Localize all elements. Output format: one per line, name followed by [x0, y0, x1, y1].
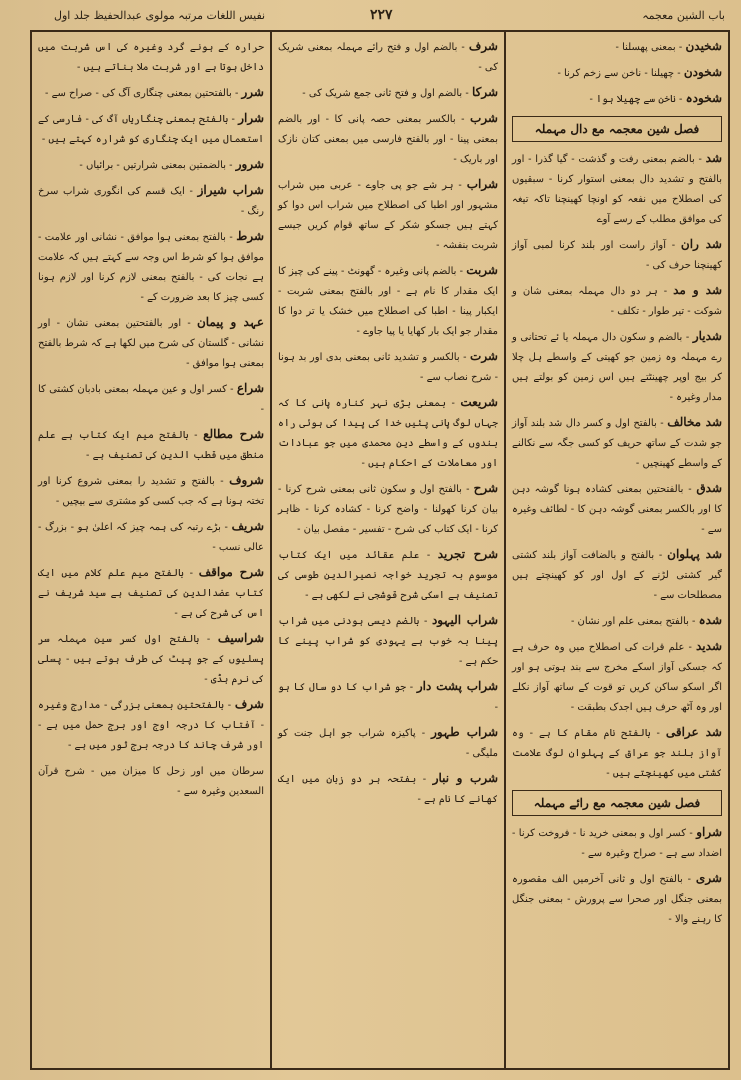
headword: شربت: [466, 263, 498, 277]
definition: - آواز راست اور بلند کرنا لمبی آواز کھینچنا حرف کی -: [512, 240, 722, 271]
dictionary-entry: [278, 260, 498, 342]
headword: شدیار: [692, 329, 722, 343]
column-right: [506, 32, 728, 1068]
dictionary-entry: [278, 544, 498, 606]
dictionary-entry: [512, 412, 722, 474]
definition: - بالفتح اول و ثانی آخرمیں الف مقصورہ بمعنی جنگل اور صحرا سے پرورش - بمعنی جنگل کا رہنے والا -: [512, 874, 722, 925]
headword: شری: [695, 871, 722, 885]
definition: - چھیلنا - ناخن سے زخم کرنا -: [557, 68, 681, 79]
definition: - بالضم اول و فتح ثانی جمع شریک کی -: [302, 88, 469, 99]
headword: شرف: [468, 39, 498, 53]
dictionary-entry: [278, 108, 498, 170]
column-left: [32, 32, 270, 1068]
headword: شراب الیہود: [431, 613, 499, 627]
dictionary-entry: [38, 180, 264, 222]
headword: شرور: [235, 157, 264, 171]
definition: - بالکسر و تشدید ثانی بمعنی بدی اور بد ہونا - شرح نصاب سے -: [278, 352, 498, 383]
dictionary-entry: [278, 722, 498, 764]
dictionary-entry: [278, 676, 498, 718]
definition: - اور بالفتحتین بمعنی نشان - اور نشانی - گلستان کی شرح میں لکھا ہے کہ شرط بالفتح بمعنی ہوا موافق -: [38, 318, 264, 369]
headword: شد و مد: [673, 283, 722, 297]
headword: شرت: [470, 349, 498, 363]
definition: - بالفتح نام مقام کا ہے - وہ آواز بلند جو عراق کے پہلوان لوگ علامت کشتی میں کھینچتے ہیں -: [512, 728, 722, 779]
definition: - بالفتح اول و سکون ثانی بمعنی شرح کرنا - بیان کرنا کھولنا - واضح کرنا - کشادہ کرنا - ظاہر کرنا - ایک کتاب کی شرح - تفسیر - مفصل بیان -: [278, 484, 498, 535]
dictionary-entry: [38, 378, 264, 420]
headword: شرار: [238, 111, 264, 125]
definition: - بالفتح اول کسر سین مہملہ سر پسلیوں کے جو پیٹ کی طرف ہوتے ہیں - پسلی کی نرم ہڈی -: [38, 634, 264, 685]
definition: - جو شراب کا دو سال کا ہو -: [278, 682, 498, 713]
dictionary-entry: [38, 628, 264, 690]
dictionary-entry: [278, 478, 498, 540]
definition: - بالضم اول و فتح رائے مہملہ بمعنی شریک کی -: [278, 42, 498, 73]
definition: - بالضمتین بمعنی شرارتیں - برائیاں -: [79, 160, 233, 171]
headword: شد ران: [680, 237, 722, 251]
definition: - بالفتح میم علم کلام میں ایک کتاب عضدالدین کی تصنیف ہے سید شریف نے اس کی شرح کی ہے -: [38, 568, 264, 619]
page-number: ۲۲۷: [370, 7, 393, 23]
headword: شریف: [231, 519, 264, 533]
headword: عہد و پیمان: [196, 315, 264, 329]
headword: شرب و نبار: [432, 771, 498, 785]
dictionary-entry: [38, 562, 264, 624]
headword: شراب شیراز: [197, 183, 264, 197]
headword: شدید: [696, 639, 722, 653]
headword: شرر: [241, 85, 264, 99]
dictionary-entry: [512, 610, 722, 632]
headword: شخودن: [683, 65, 722, 79]
definition: - کسر اول و عین مہملہ بمعنی بادبان کشتی کا -: [38, 384, 264, 415]
dictionary-entry: [278, 82, 498, 104]
headword: شریعت: [460, 395, 498, 409]
dictionary-entry: [512, 822, 722, 864]
dictionary-entry: [38, 226, 264, 308]
definition: - بالفتحتین بمعنی چنگاری آگ کی - صراح سے -: [45, 88, 239, 99]
definition: - بالفتح بمعنی چنگاریاں آگ کی - فارسی کے استعمال میں ایک چنگاری کو شرارہ کہتے ہیں -: [38, 114, 264, 145]
headword: شخیدن: [685, 39, 722, 53]
headword: شدق: [696, 481, 723, 495]
dictionary-entry: [278, 174, 498, 256]
definition: - پاکیزہ شراب جو اہل جنت کو ملیگی -: [278, 728, 498, 759]
dictionary-entry: [38, 470, 264, 512]
dictionary-entry: [512, 62, 722, 84]
definition: - کسر اول و بمعنی خرید نا - فروخت کرنا - اضداد سے ہے - صراح وغیرہ سے -: [512, 828, 722, 859]
headword: شرح تجرید: [437, 547, 499, 561]
headword: شدہ: [698, 613, 722, 627]
definition: - بالفتح و بالضافت آواز بلند کشتی گیر کشتی لڑنے کے اول اور کو کھینچتے ہیں مصطلحات سے -: [512, 550, 722, 601]
section-heading: فصل شین معجمہ مع رائے مہملہ: [512, 790, 722, 816]
dictionary-entry: [278, 768, 498, 810]
dictionary-entry: [38, 36, 264, 78]
headword: شراب: [466, 177, 498, 191]
dictionary-entry: [512, 636, 722, 718]
definition: - بالفتحتین بمعنی بزرگی - مدارج وغیرہ - آفتاب کا درجہ اوج اور برج حمل میں ہے - اور شرف چاند کا درجہ برج ثور میں ہے -: [38, 700, 264, 751]
definition: - بالکسر بمعنی حصہ پانی کا - اور بالضم بمعنی پینا - اور بالفتح فارسی میں بمعنی کتان نازک اور باریک -: [278, 114, 498, 165]
dictionary-entry: [512, 280, 722, 322]
definition: - بالفتح و تشدید را بمعنی شروع کرنا اور تختہ ہونا ہے کہ جب کسی کو مشتری سے بیچیں -: [38, 476, 264, 507]
dictionary-entry: [38, 760, 264, 802]
headword: شخودہ: [685, 91, 722, 105]
definition: - بالضم پانی وغیرہ - گھونٹ - پینے کی چیز کا ایک مقدار کا نام ہے - اور بالفتح بمعنی شربت - ایکبار پینا - اطبا کی اصطلاح میں خشک یا تر دوا کا مقدار جو ایک بار کھایا یا پیا جاوے -: [278, 266, 498, 337]
header-book-title: نفیس اللغات مرتبہ مولوی عبدالحفیظ جلد اول: [54, 9, 266, 22]
dictionary-entry: [38, 694, 264, 756]
headword: شراب پشت دار: [416, 679, 499, 693]
headword: شرکا: [471, 85, 498, 99]
definition: - بالضم و سکون دال مہملہ یا ئے تحتانی و رے مہملہ وہ زمین جو کھیتی کے واسطے ہل چلا کر بیج اوپر چھینٹتے ہیں اس زمین کو بولتے ہیں مدار وغیرہ -: [512, 332, 722, 403]
dictionary-entry: [512, 478, 722, 540]
definition: - بالفتح بمعنی علم اور نشان -: [570, 616, 696, 627]
headword: شرف: [234, 697, 264, 711]
definition: حرارہ کے ہونے گرد وغیرہ کی اس شربت میں داخل ہوتا ہے اور شربت ملا بناتے ہیں -: [38, 42, 264, 73]
header-section-title: باب الشین معجمہ: [642, 9, 725, 22]
dictionary-entry: [512, 148, 722, 230]
column-middle: [272, 32, 504, 1068]
definition: - بالفتح بمعنی ہوا موافق - نشانی اور علامت - موافق ہوا کو شرط اس وجہ سے کہتے ہیں کہ علامت ہے نجات کی - بالفتح بمعنی لازم کرنا اور لازم ہونا کسی چیز کا بعد ضرورت کے -: [38, 232, 264, 303]
definition: - بالفتحتین بمعنی کشادہ ہونا گوشہ دہن کا اور بالکسر بمعنی گوشہ دہن کا - لطائف وغیرہ سے -: [512, 484, 722, 535]
definition: - ایک قسم کی انگوری شراب سرخ رنگ -: [38, 186, 264, 217]
definition: - ہر دو دال مہملہ بمعنی شان و شوکت - تیر طوار - تکلف -: [512, 286, 722, 317]
dictionary-entry: [278, 36, 498, 78]
headword: شد: [705, 151, 722, 165]
definition: - علم قرات کی اصطلاح میں وہ حرف ہے کہ جسکی آواز اسکے مخرج سے بند ہوتی ہو اور اگر اسکو ساکن کریں تو قوت کے ساتھ آواز نکلے اور وہ آٹھ حرف ہیں اجدک بطبقت -: [512, 642, 722, 713]
definition: - ناخن سے چھیلا ہوا -: [589, 94, 683, 105]
dictionary-entry: [278, 610, 498, 672]
definition: - بالضم بمعنی رفت و گذشت - گیا گذرا - اور بالفتح و تشدید دال بمعنی استوار کرنا - سبقیوں کی اصطلاح میں نفعہ کو اونچا کھینچنا تاکہ تیغہ کی موافق مطلب کے رسے آوے: [512, 154, 722, 225]
headword: شروف: [229, 473, 264, 487]
dictionary-entry: [38, 154, 264, 176]
headword: شد عراقی: [665, 725, 722, 739]
dictionary-entry: [512, 88, 722, 110]
dictionary-entry: [38, 516, 264, 558]
definition: - علم عقائد میں ایک کتاب موسوم بہ تجرید خواجہ نصیرالدین طوسی کی تصنیف ہے اسکی شرح قوشجی نے لکھی ہے -: [278, 550, 498, 601]
dictionary-entry: [512, 326, 722, 408]
dictionary-entry: [38, 82, 264, 104]
dictionary-entry: [512, 722, 722, 784]
headword: شرب: [470, 111, 498, 125]
dictionary-entry: [512, 36, 722, 58]
definition: - ہر شے جو پی جاوے - عربی میں شراب مشہور اور اطبا کی اصطلاح میں شراب اس دوا کو کہتے ہیں جسکو شکر کے ساتھ قوام کریں جیسے شربت بنفشہ -: [278, 180, 498, 251]
definition: - بمعنی بڑی نہر کنارہ پانی کا کہ جہاں لوگ پانی پئیں خدا کی پیدا کی ہوئی راہ بندوں کے واسطے دین محمدی میں جو عبادات اور معاملات کے احکام ہیں -: [278, 398, 498, 469]
headword: شرح مواقف: [198, 565, 265, 579]
headword: شرط: [236, 229, 264, 243]
headword: شد پہلوان: [667, 547, 722, 561]
definition: - بفتحہ ہر دو زبان میں ایک کھانے کا نام ہے -: [278, 774, 498, 805]
definition: - بالفتح اول و کسر دال شد بلند آواز جو شدت کے ساتھ حریف کو کسی جگہ سے نکالنے کے واسطے کھینچیں -: [512, 418, 722, 469]
dictionary-entry: [38, 312, 264, 374]
definition: - بڑے رتبہ کی ہمہ چیز کہ اعلیٰ ہو - بزرگ - عالی نسب -: [38, 522, 264, 553]
definition: - بالضم دیسی ہودنی میں شراب پینا بہ خوب ہے یہودی کو شراب پینے کا حکم ہے -: [278, 616, 498, 667]
page-header: [10, 6, 731, 28]
definition: - بمعنی پھسلنا -: [615, 42, 683, 53]
headword: شراع: [236, 381, 264, 395]
headword: شراب طہور: [431, 725, 499, 739]
dictionary-entry: [38, 424, 264, 466]
headword: شد مخالف: [667, 415, 722, 429]
dictionary-entry: [278, 346, 498, 388]
dictionary-entry: [38, 108, 264, 150]
dictionary-entry: [512, 544, 722, 606]
dictionary-entry: [512, 234, 722, 276]
headword: شراسیف: [217, 631, 264, 645]
section-heading: فصل شین معجمہ مع دال مہملہ: [512, 116, 722, 142]
headword: شرح مطالع: [203, 427, 265, 441]
headword: شرح: [473, 481, 498, 495]
definition: - بالفتح میم ایک کتاب ہے علم منطق میں قطب الدین کی تصنیف ہے -: [38, 430, 264, 461]
dictionary-entry: [512, 868, 722, 930]
headword: شراو: [696, 825, 722, 839]
definition: سرطان میں اور زحل کا میزان میں - شرح قرآن السعدین وغیرہ سے -: [38, 766, 264, 797]
dictionary-entry: [278, 392, 498, 474]
